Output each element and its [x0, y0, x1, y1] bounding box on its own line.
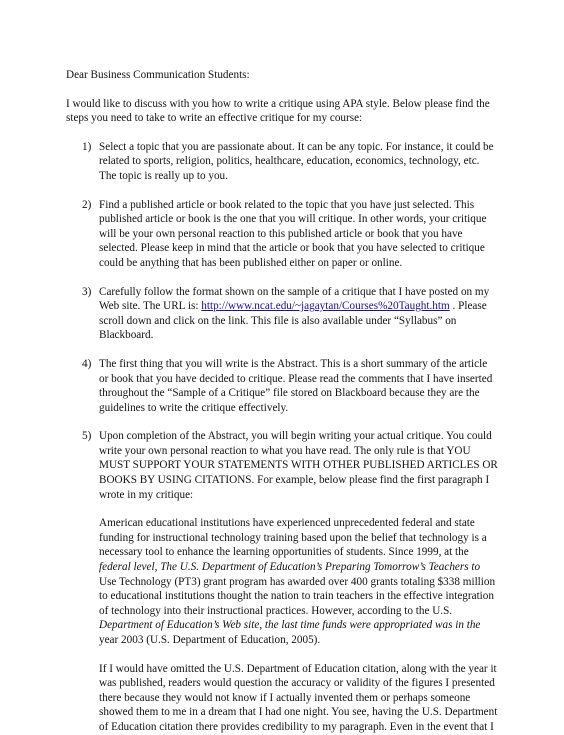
list-item: [66, 429, 498, 502]
step-text-before: Carefully follow the format shown on the sample of a critique that I have posted on my Web site. The URL is:: [99, 285, 490, 313]
intro-paragraph: I would like to discuss with you how to write a critique using APA style. Below please find the steps you need to take to write an effective critique for my course:: [66, 97, 490, 125]
excerpt-text: American educational institutions have experienced unprecedented federal and state funding for instructional technology training based upon the belief that technology is a necessary tool to enhance the learning opportunities of students. Since 1999, at the: [99, 517, 487, 559]
excerpt-text: year 2003 (U.S. Department of Education, 2005).: [99, 634, 321, 646]
step-text-after: . Please scroll down and click on the link. This file is also available under “Syllabus” on Blackboard.: [99, 300, 487, 342]
excerpt-paragraph-1: [99, 516, 498, 647]
critique-excerpt: [99, 516, 498, 734]
list-item: [66, 140, 498, 184]
step-text: Find a published article or book related to the topic that you have just selected. This published article or book is the one that you will critique. In other words, your critique will be your own personal reaction to this published article or book that you have selected. Please keep in mind that the article or book that you have selected to critique could be anything that has been published either on paper or online.: [99, 198, 487, 269]
step-number: 1): [82, 140, 92, 153]
step-text: The first thing that you will write is the Abstract. This is a short summary of the article or book that you have decided to critique. Please read the comments that I have inserted throughout the “Sample of a Critique” file stored on Blackboard because they are the guidelines to write the critique effectively.: [99, 357, 493, 414]
salutation: Dear Business Communication Students:: [66, 69, 250, 81]
step-number: 5): [82, 430, 92, 443]
steps-list: [66, 140, 498, 502]
step-text: Select a topic that you are passionate about. It can be any topic. For instance, it could be related to sports, religion, politics, healthcare, education, economics, technology, etc. The topic is really up to you.: [99, 140, 494, 182]
list-item: [66, 198, 498, 271]
list-item: [66, 285, 498, 343]
list-item: [66, 357, 498, 415]
step-number: 3): [82, 285, 92, 298]
excerpt-italic-text: Department of Education’s Web site, the last time funds were appropriated was in the: [99, 619, 481, 632]
excerpt-paragraph-2: If I would have omitted the U.S. Department of Education citation, along with the year it was published, readers would question the accuracy or validity of the figures I presented there because they would not know if I actually invented them or perhaps someone showed them to me in a dream that I had one night. You see, having the U.S. Department of Education citation there provides credibility to my paragraph. Even in the event that I: [99, 662, 498, 733]
excerpt-text: Use Technology (PT3) grant program has awarded over 400 grants totaling $338 million to educational institutions thought the nation to train teachers in the effective integration of technology into their instructional practices. However, according to the U.S.: [99, 575, 496, 617]
step-text: Upon completion of the Abstract, you will begin writing your actual critique. You could write your own personal reaction to what you have read. The only rule is that YOU MUST SUPPORT YOUR STATEMENTS WITH OTHER PUBLISHED ARTICLES OR BOOKS BY USING CITATIONS. For example, below please find the first paragraph I wrote in my critique:: [99, 430, 498, 501]
course-url-link[interactable]: http://www.ncat.edu/~jagaytan/Courses%20Taught.htm: [201, 300, 450, 313]
step-number: 4): [82, 357, 92, 370]
step-number: 2): [82, 198, 92, 211]
excerpt-italic-text: federal level, The U.S. Department of Education’s Preparing Tomorrow’s Teachers to: [99, 561, 481, 574]
